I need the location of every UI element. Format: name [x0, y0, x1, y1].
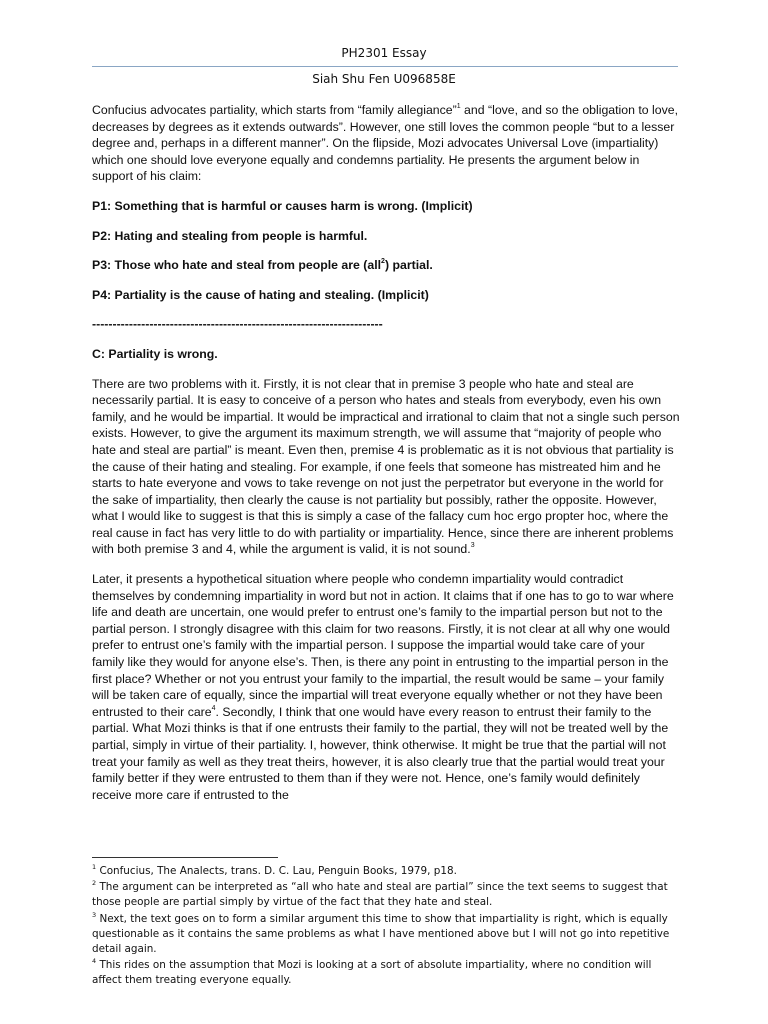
- footnote-number: 1: [92, 863, 97, 871]
- footnote-3: [92, 912, 678, 958]
- intro-text-a: Confucius advocates partiality, which starts from “family allegiance”: [92, 103, 457, 117]
- premise-3: [92, 257, 680, 274]
- paragraph-hypothetical-text-a: Later, it presents a hypothetical situation where people who condemn impartiality would contradict themselves by condemning impartiality in word but not in action. It claims that if one has to go to war where life and death are uncertain, one would prefer to entrust one’s family to the impartial person but not to the partial person. I strongly disagree with this claim for two reasons. Firstly, it is not clear at all why one would prefer to entrust one’s family with the impartial person. I suppose the impartial would take care of your family like they would for anyone else’s. Then, is there any point in entrusting to the impartial person in the first place? Whether or not you entrust your family to the impartial, the result would be same – your family will be taken care of equally, since the impartial will treat everyone equally whether or not they have been entrusted to their care: [92, 572, 674, 719]
- footnote-ref-4: 4: [211, 704, 216, 712]
- footnote-number: 3: [92, 910, 97, 919]
- footnote-text: Confucius, The Analects, trans. D. C. Lau, Penguin Books, 1979, p18.: [96, 865, 457, 877]
- argument-divider: -----------------------------------------------------------------------: [92, 317, 383, 332]
- paragraph-problems: [92, 376, 680, 559]
- footnote-text: Next, the text goes on to form a similar argument this time to show that impartiality is right, which is equally questionable as it contains the same problems as what I have mentioned above but I will not go into repetitive detail again.: [92, 912, 670, 956]
- premise-3-text-b: ) partial.: [384, 258, 433, 273]
- footnote-ref-3: 3: [470, 542, 475, 550]
- paragraph-hypothetical-text-b: . Secondly, I think that one would have every reason to entrust their family to the partial. What Mozi thinks is that if one entrusts their family to the partial, they will not be treated well by the partial, simply in virtue of their partiality. I, however, think otherwise. It might be true that the partial will not treat your family as well as they treat theirs, however, it is also clearly true that the partial would treat your family better if they were entrusted to them than if they were not. Hence, one’s family would definitely receive more care if entrusted to the: [92, 704, 669, 802]
- footnote-1: [92, 864, 678, 879]
- footnote-4: [92, 958, 678, 988]
- footnote-number: 4: [92, 957, 97, 966]
- header-divider: [92, 66, 678, 67]
- author-line: Siah Shu Fen U096858E: [312, 72, 456, 86]
- footnote-number: 2: [92, 879, 97, 888]
- document-title: PH2301 Essay: [341, 46, 427, 60]
- premise-3-text-a: P3: Those who hate and steal from people are (all: [92, 258, 382, 273]
- footnote-ref-2: 2: [381, 258, 385, 266]
- essay-body: [92, 102, 680, 816]
- footnotes: [92, 864, 678, 990]
- paragraph-problems-text: There are two problems with it. Firstly, it is not clear that in premise 3 people who hate and steal are necessarily partial. It is easy to conceive of a person who hates and steals from everybody, even his own family, and he would be impartial. It would be impractical and irrational to claim that not a single such person exists. However, to give the argument its maximum strength, we will assume that “majority of people who hate and steal are partial” is meant. Even then, premise 4 is problematic as it is not obvious that partiality is the cause of their hating and stealing. For example, if one feels that someone has mistreated him and he starts to hate everyone and vows to take revenge on not just the perpetrator but everyone in the world for the sake of impartiality, then clearly the cause is not partiality but possibly, rather the opposite. However, what I would like to suggest is that this is simply a case of the fallacy cum hoc ergo propter hoc, where the real cause in fact has very little to do with partiality or impartiality. Hence, since there are inherent problems with both premise 3 and 4, while the argument is valid, it is not sound.: [92, 376, 680, 557]
- intro-paragraph: [92, 102, 680, 185]
- conclusion: C: Partiality is wrong.: [92, 346, 218, 361]
- intro-text-b: and “love, and so the obligation to love, decreases by degrees as it extends outwards”. However, one still loves the common people “but to a lesser degree and, perhaps in a different manner”. On the flipside, Mozi advocates Universal Love (impartiality) which one should love everyone equally and condemns partiality. He presents the argument below in support of his claim:: [92, 103, 679, 184]
- footnote-2: [92, 880, 678, 910]
- footnote-ref-1: 1: [456, 103, 461, 110]
- footnote-text: This rides on the assumption that Mozi is looking at a sort of absolute impartiality, where no condition will affect them treating everyone equally.: [92, 959, 652, 987]
- paragraph-hypothetical: [92, 571, 680, 803]
- premise-1: P1: Something that is harmful or causes harm is wrong. (Implicit): [92, 198, 473, 213]
- premise-4: P4: Partiality is the cause of hating and stealing. (Implicit): [92, 287, 429, 302]
- premise-2: P2: Hating and stealing from people is harmful.: [92, 228, 368, 243]
- footnote-text: The argument can be interpreted as “all who hate and steal are partial” since the text seems to suggest that those people are partial simply by virtue of the fact that they hate and steal.: [92, 881, 668, 909]
- footnote-divider: [92, 857, 278, 858]
